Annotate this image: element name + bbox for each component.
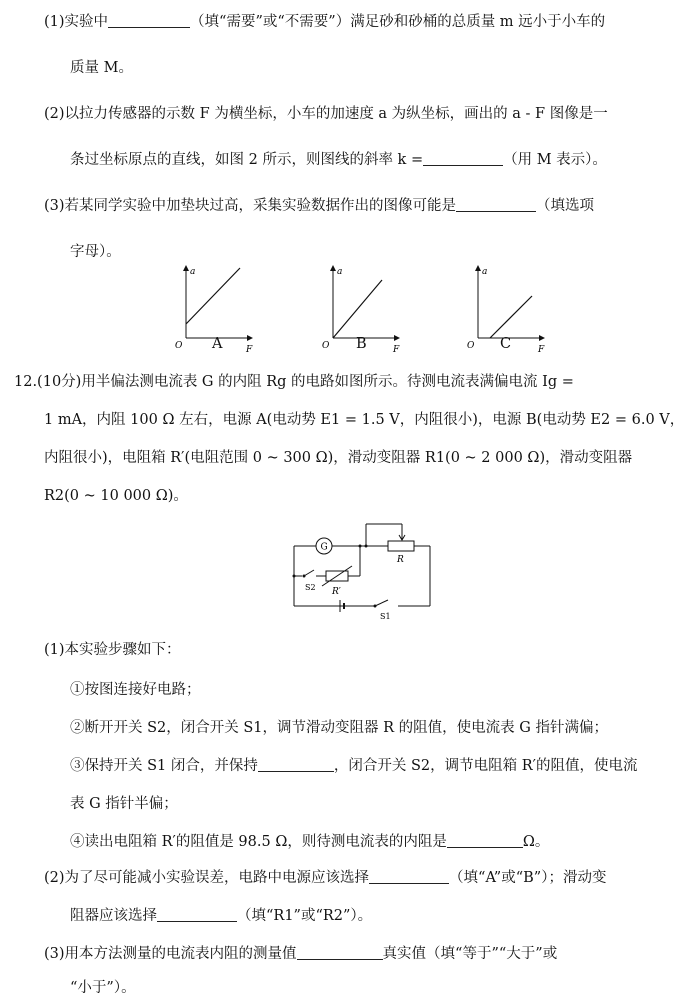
graph-b-ylabel: a [337, 267, 343, 277]
rheostat-symbol [388, 541, 414, 551]
graph-c-origin: O [467, 341, 475, 351]
graph-a-origin: O [175, 341, 183, 351]
q12-part2-line1: (2)为了尽可能减小实验误差，电路中电源应该选择 （填“A”或“B”）；滑动变 [44, 870, 607, 886]
q12-part3-line2: “小于”）。 [70, 980, 136, 996]
circuit-diagram [280, 512, 450, 622]
q12-intro-line3: 内阻很小)，电阻箱 R′(电阻范围 0 ~ 300 Ω)，滑动变阻器 R1(0 ~ 2 000 Ω)，滑动变阻器 [44, 450, 633, 466]
answer-blank[interactable] [447, 833, 523, 848]
q11-graphs [0, 267, 692, 360]
switch-s2-symbol [304, 570, 314, 576]
switch-s1-label: S1 [380, 612, 391, 621]
galvanometer-label: G [320, 542, 328, 553]
q11-part2-line2: 条过坐标原点的直线，如图 2 所示，则图线的斜率 k = （用 M 表示）。 [70, 152, 607, 168]
graph-c-ylabel: a [482, 267, 488, 277]
graph-a-xlabel: F [246, 345, 253, 355]
graph-b-xlabel: F [393, 345, 400, 355]
graph-c-xlabel: F [538, 345, 545, 355]
switch-s1-symbol [375, 600, 388, 606]
q12-intro-line2: 1 mA，内阻 100 Ω 左右，电源 A(电动势 E1 = 1.5 V，内阻很小)，电源 B(电动势 E2 = 6.0 V， [44, 412, 685, 428]
graph-a-ylabel: a [190, 267, 196, 277]
answer-blank[interactable] [258, 757, 334, 772]
answer-blank[interactable] [369, 869, 449, 884]
rheostat-label: R [397, 555, 404, 565]
option-label-b: B [356, 336, 367, 352]
q12-part3-line1: (3)用本方法测量的电流表内阻的测量值 真实值（填“等于”“大于”或 [44, 946, 558, 962]
q11-part1-line1: (1)实验中 （填“需要”或“不需要”）满足砂和砂桶的总质量 m 远小于小车的 [44, 14, 606, 30]
answer-blank[interactable] [456, 197, 536, 212]
q12-step4: ④读出电阻箱 R′的阻值是 98.5 Ω，则待测电流表的内阻是 Ω。 [70, 834, 550, 850]
q12-step1: ①按图连接好电路； [70, 682, 201, 698]
q11-part2-line1: (2)以拉力传感器的示数 F 为横坐标，小车的加速度 a 为纵坐标，画出的 a - F 图像是一 [44, 106, 608, 122]
answer-blank[interactable] [157, 907, 237, 922]
graph-b-origin: O [322, 341, 330, 351]
resistance-box-label: R′ [332, 587, 341, 597]
switch-s2-label: S2 [305, 583, 316, 592]
q12-part1-heading: (1)本实验步骤如下： [44, 642, 181, 658]
q12-part2-line2: 阻器应该选择 （填“R1”或“R2”）。 [70, 908, 373, 924]
answer-blank[interactable] [108, 13, 190, 28]
q12-step3-line2: 表 G 指针半偏； [70, 796, 178, 812]
q12-step3-line1: ③保持开关 S1 闭合，并保持 ，闭合开关 S2，调节电阻箱 R′的阻值，使电流 [70, 758, 638, 774]
q12-intro-line1: 12.(10分)用半偏法测电流表 G 的内阻 Rg 的电路如图所示。待测电流表满偏电流 Ig = [14, 374, 574, 390]
answer-blank[interactable] [423, 151, 503, 166]
q12-step2: ②断开开关 S2，闭合开关 S1，调节滑动变阻器 R 的阻值，使电流表 G 指针满偏； [70, 720, 608, 736]
q12-intro-line4: R2(0 ~ 10 000 Ω)。 [44, 488, 188, 504]
option-label-a: A [212, 336, 223, 352]
q11-part1-line2: 质量 M。 [70, 60, 133, 76]
answer-blank[interactable] [297, 945, 383, 960]
q11-part3-line1: (3)若某同学实验中加垫块过高，采集实验数据作出的图像可能是 （填选项 [44, 198, 595, 214]
q11-part3-line2: 字母）。 [70, 244, 121, 260]
option-label-c: C [500, 336, 512, 352]
